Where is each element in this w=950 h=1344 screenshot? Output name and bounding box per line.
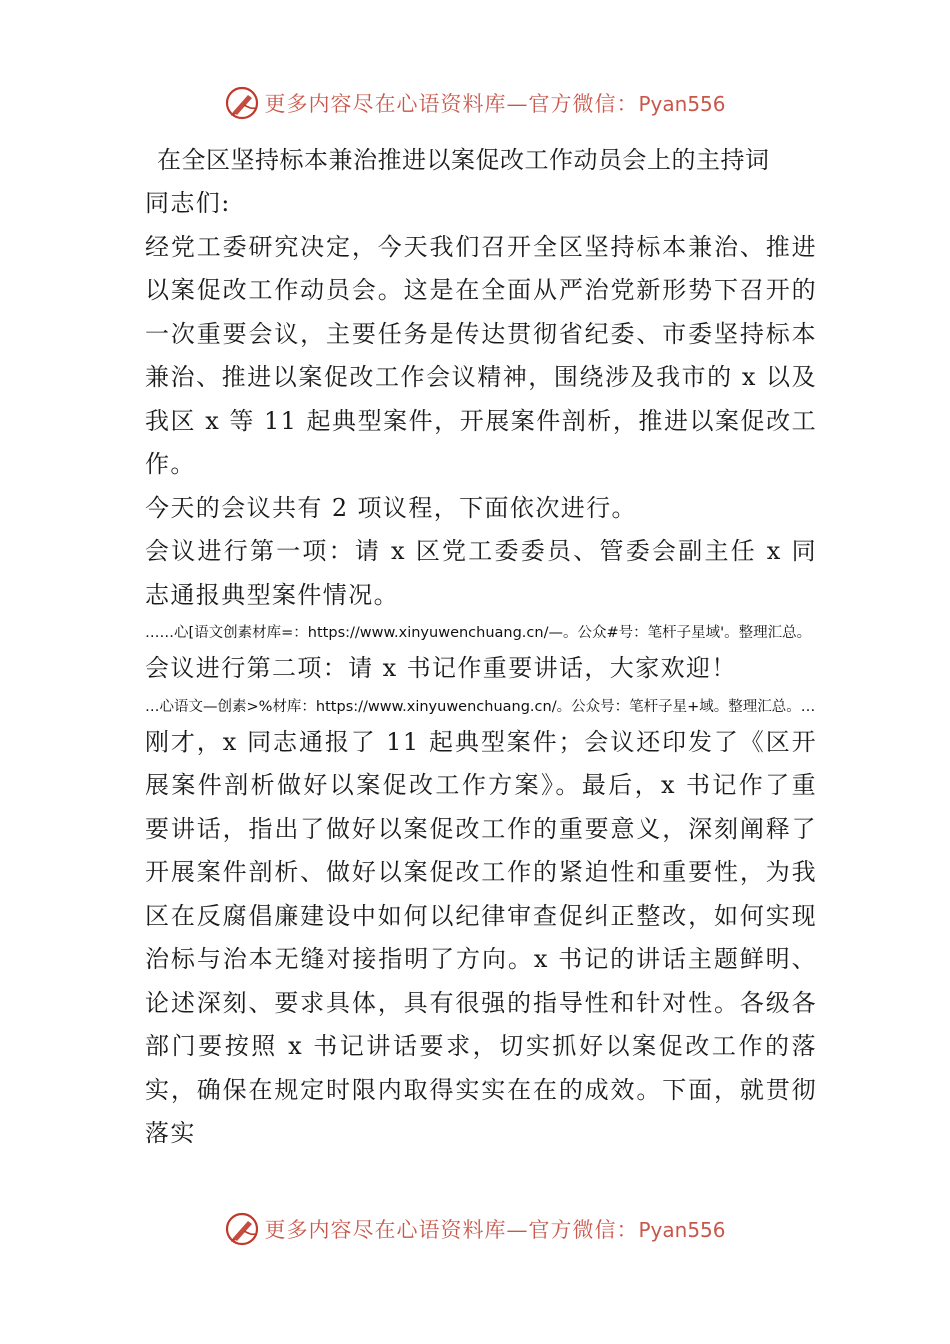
paragraph-closing: 刚才，x 同志通报了 11 起典型案件；会议还印发了《区开展案件剖析做好以案促改工作方案》。最后，x 书记作了重要讲话，指出了做好以案促改工作的重要意义，深刻阐释了开展案件剖析、做好以案促改工作的紧迫性和重要性，为我区在反腐倡廉建设中如何以纪律审查促纠正整改，如何实现治标与治本无缝对接指明了方向。x 书记的讲话主题鲜明、论述深刻、要求具体，具有很强的指导性和针对性。各级各部门要按照 x 书记讲话要求，切实抓好以案促改工作的落实，确保在规定时限内取得实实在在的成效。下面，就贯彻落实 — [145, 727, 817, 1147]
footer-wechat-id: Pyan556 — [638, 1218, 726, 1242]
pen-logo-icon — [224, 1211, 260, 1247]
salutation: 同志们: — [145, 189, 231, 217]
footer-banner-text: 更多内容尽在心语资料库—官方微信：Pyan556 — [264, 1218, 726, 1242]
paragraph-agenda: 今天的会议共有 2 项议程，下面依次进行。 — [145, 493, 637, 522]
pen-logo-icon — [224, 85, 260, 121]
document-title: 在全区坚持标本兼治推进以案促改工作动员会上的主持词 — [157, 146, 770, 174]
header-banner-text: 更多内容尽在心语资料库—官方微信：Pyan556 — [264, 92, 726, 116]
source-note-one: ……心[语文创素材库=：https://www.xinyuwenchuang.cn/—。公众#号：笔杆子星域'。整理汇总。 — [145, 625, 812, 641]
footer-banner — [0, 1204, 950, 1254]
paragraph-item-one: 会议进行第一项：请 x 区党工委委员、管委会副主任 x 同志通报典型案件情况。 — [145, 537, 817, 609]
header-banner — [0, 78, 950, 128]
source-note-two: …心语文—创素>%材库：https://www.xinyuwenchuang.cn/。公众号：笔杆子星+域。整理汇总。… — [145, 698, 816, 715]
paragraph-item-two: 会议进行第二项：请 x 书记作重要讲话，大家欢迎！ — [145, 654, 737, 682]
header-wechat-id: Pyan556 — [638, 92, 726, 116]
document-body — [145, 138, 817, 1156]
paragraph-intro: 经党工委研究决定，今天我们召开全区坚持标本兼治、推进以案促改工作动员会。这是在全面从严治党新形势下召开的一次重要会议，主要任务是传达贯彻省纪委、市委坚持标本兼治、推进以案促改工作会议精神，围绕涉及我市的 x 以及我区 x 等 11 起典型案件，开展案件剖析，推进以案促改工作。 — [145, 232, 817, 478]
